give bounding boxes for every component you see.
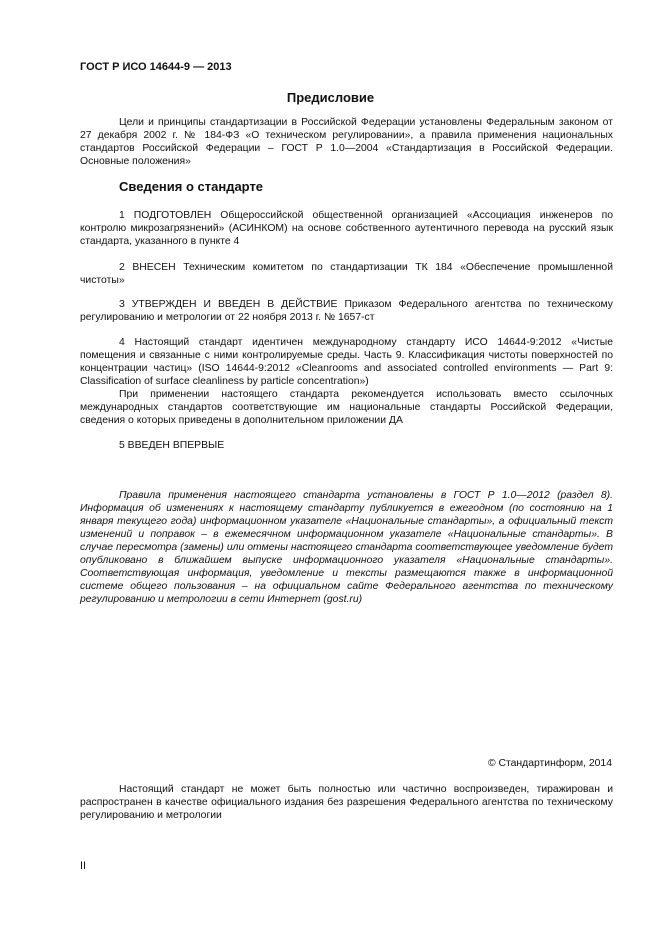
copyright: © Стандартинформ, 2014 xyxy=(487,758,612,769)
item-1: 1 ПОДГОТОВЛЕН Общероссийской общественной организацией «Ассоциация инженеров по контролю микрозагрязнений» (АСИНКОМ) на основе собственного аутентичного перевода на русский язык стандарта, указанного в пункте 4 xyxy=(80,210,613,247)
item-2: 2 ВНЕСЕН Техническим комитетом по стандартизации ТК 184 «Обеспечение промышленной чистоты» xyxy=(80,262,613,286)
page-title: Предисловие xyxy=(286,90,375,105)
section-title: Сведения о стандарте xyxy=(119,179,264,194)
item-5: 5 ВВЕДЕН ВПЕРВЫЕ xyxy=(119,440,225,451)
notice-paragraph: Правила применения настоящего стандарта установлены в ГОСТ Р 1.0—2012 (раздел 8). Информация об изменениях к настоящему стандарту публикуется в ежегодном (по состоянию на 1 января текущего года) информационном указателе «Национальные стандарты», а официальный текст изменений и поправок – в ежемесячном информационном указателе «Национальные стандарты». В случае пересмотра (замены) или отмены настоящего стандарта соответствующее уведомление будет опубликовано в ближайшем выпуске информационного указателя «Национальные стандарты». Соответствующая информация, уведомление и тексты размещаются также в информационной системе общего пользования – на официальном сайте Федерального агентства по техническому регулированию и метрологии в сети Интернет (gost.ru) xyxy=(80,490,613,605)
item-3: 3 УТВЕРЖДЕН И ВВЕДЕН В ДЕЙСТВИЕ Приказом Федерального агентства по техническому регулированию и метрологии от 22 ноября 2013 г. № 1657-ст xyxy=(80,299,613,323)
intro-paragraph: Цели и принципы стандартизации в Российской Федерации установлены Федеральным законом от 27 декабря 2002 г. № 184-ФЗ «О техническом регулировании», а правила применения национальных стандартов Российской Федерации – ГОСТ Р 1.0—2004 «Стандартизация в Российской Федерации. Основные положения» xyxy=(80,117,613,167)
item-4-note: При применении настоящего стандарта рекомендуется использовать вместо ссылочных международных стандартов соответствующие им национальные стандарты Российской Федерации, сведения о которых приведены в дополнительном приложении ДА xyxy=(80,389,613,426)
item-4: 4 Настоящий стандарт идентичен международному стандарту ИСО 14644-9:2012 «Чистые помещения и связанные с ними контролируемые среды. Часть 9. Классификация чистоты поверхностей по концентрации частиц» (ISO 14644-9:2012 «Cleanrooms and associated controlled environments — Part 9: Classification of surface cleanliness by particle concentration») xyxy=(80,337,613,387)
document-code: ГОСТ Р ИСО 14644-9 — 2013 xyxy=(80,61,232,73)
page-number: II xyxy=(80,860,87,872)
rights-paragraph: Настоящий стандарт не может быть полностью или частично воспроизведен, тиражирован и распространен в качестве официального издания без разрешения Федерального агентства по техническому регулированию и метрологии xyxy=(80,784,613,821)
